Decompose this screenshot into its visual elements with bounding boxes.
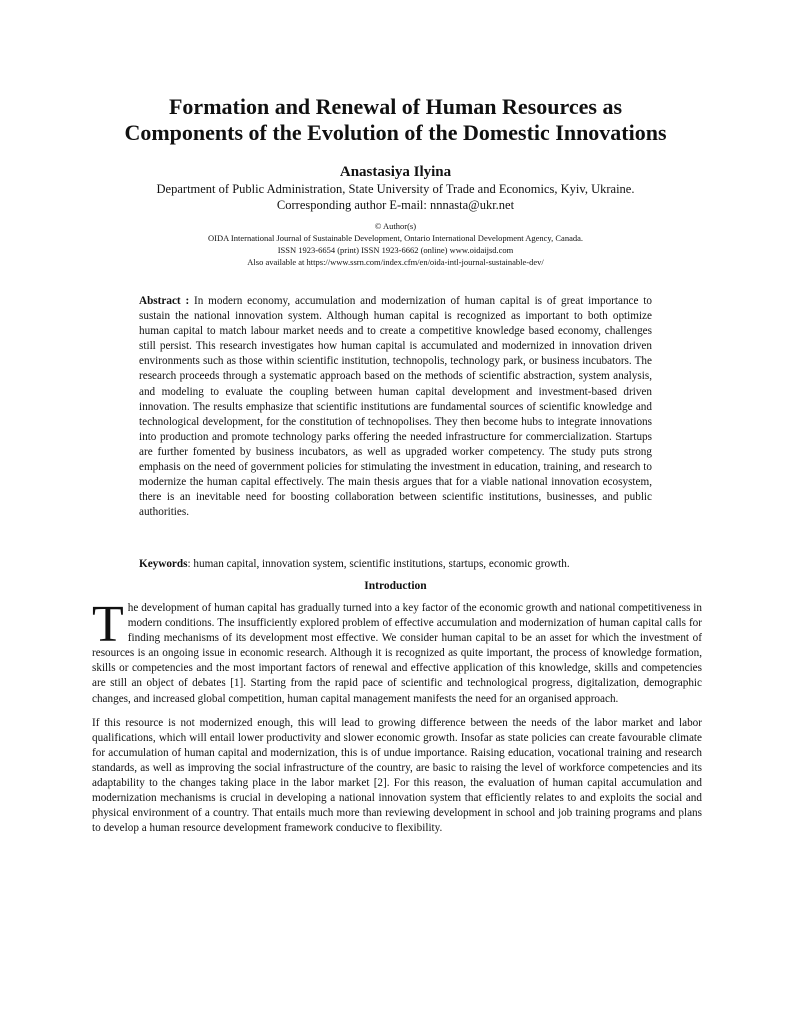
intro-paragraph-1	[92, 596, 702, 707]
issn-line: ISSN 1923-6654 (print) ISSN 1923-6662 (online) www.oidaijsd.com	[277, 245, 514, 255]
abstract-text: In modern economy, accumulation and modernization of human capital is of great importance to sustain the national innovation system. Although human capital is recognized as important to both optimize human capital to match labour market needs and to create a competitive knowledge based economy, challenges still persist. This research investigates how human capital is accumulated and modernized in innovation driven environments such as those within scientific institution, technopolis, technology park, or business incubators. The research proceeds through a systematic approach based on the methods of scientific abstraction, system analysis, and modeling to evaluate the coupling between human capital development and investment-based driven innovation. The results emphasize that scientific institutions are fundamental sources of scientific knowledge and technological development, for the constitution of technopolises. They then become hubs to integrate innovations into production and promote technology parks offering the needed infrastructure for commercialization. Startups are further fomented by business incubators, as well as upgraded worker competency. The study puts strong emphasis on the need of government policies for stimulating the investment in education, training, and research to modernize the human capital effectively. The main thesis argues that for a viable national innovation ecosystem, there is an inevitable need for boosting collaboration between scientific institutions, businesses, and public authorities.	[139, 295, 653, 519]
keywords-label: Keywords	[139, 558, 188, 570]
title-line-2: Components of the Evolution of the Domestic Innovations	[124, 120, 667, 145]
title-line-1: Formation and Renewal of Human Resources as	[168, 94, 623, 119]
corresponding-author: Corresponding author E-mail: nnnasta@ukr.net	[276, 198, 515, 212]
intro-paragraph-2: If this resource is not modernized enough, this will lead to growing difference between the needs of the labor market and labor qualifications, which will entail lower productivity and slower economic growth. Insofar as state policies can create favourable climate for accumulation of human capital and modernization, this is of undue importance. Raising education, vocational training and research standards, as well as improving the social infrastructure of the country, are basic to raising the level of workforce competencies and its adaptability to the changes taking place in the labor market [2]. For this reason, the evaluation of human capital accumulation and modernization mechanisms is crucial in developing a national innovation system that efficiently relates to and exploits the social and physical environment of a country. That entails much more than reviewing development in school and job training programs and plans to develop a human resource development framework conducive to flexibility.	[92, 716, 702, 835]
introduction-body	[92, 596, 702, 845]
intro-paragraph-1-text: he development of human capital has gradually turned into a key factor of the economic growth and national competitiveness in modern conditions. The insufficiently explored problem of effective accumulation and modernization of human capital calls for finding mechanisms of its development most effective. We consider human capital to be an asset for which the investment of resources is an ongoing issue in economic research. Although it is recognized as quite important, the process of knowledge formation, skills or competencies and the most important factors of renewal and effective application of this knowledge, skills and competencies are still an object of debates [1]. Starting from the rapid pace of scientific and technological progress, digitalization, demographic changes, and increased global competition, human capital management manifests the need for an organised approach.	[92, 602, 702, 705]
author-name: Anastasiya Ilyina	[339, 164, 452, 180]
publication-meta	[0, 220, 791, 268]
availability-line: Also available at https://www.ssrn.com/index.cfm/en/oida-intl-journal-sustainable-dev/	[247, 257, 544, 267]
affiliation: Department of Public Administration, State University of Trade and Economics, Kyiv, Ukraine.	[156, 182, 635, 196]
drop-cap: T	[92, 596, 124, 653]
journal-line: OIDA International Journal of Sustainable Development, Ontario International Development Agency, Canada.	[208, 233, 583, 243]
affiliation-block	[0, 181, 791, 213]
copyright-line: © Author(s)	[374, 221, 417, 231]
section-heading-introduction: Introduction	[364, 580, 427, 592]
keywords-text: : human capital, innovation system, scientific institutions, startups, economic growth.	[187, 558, 570, 570]
paper-title	[60, 94, 731, 146]
keywords	[139, 557, 652, 572]
abstract-label: Abstract :	[139, 295, 190, 307]
abstract	[139, 294, 652, 520]
